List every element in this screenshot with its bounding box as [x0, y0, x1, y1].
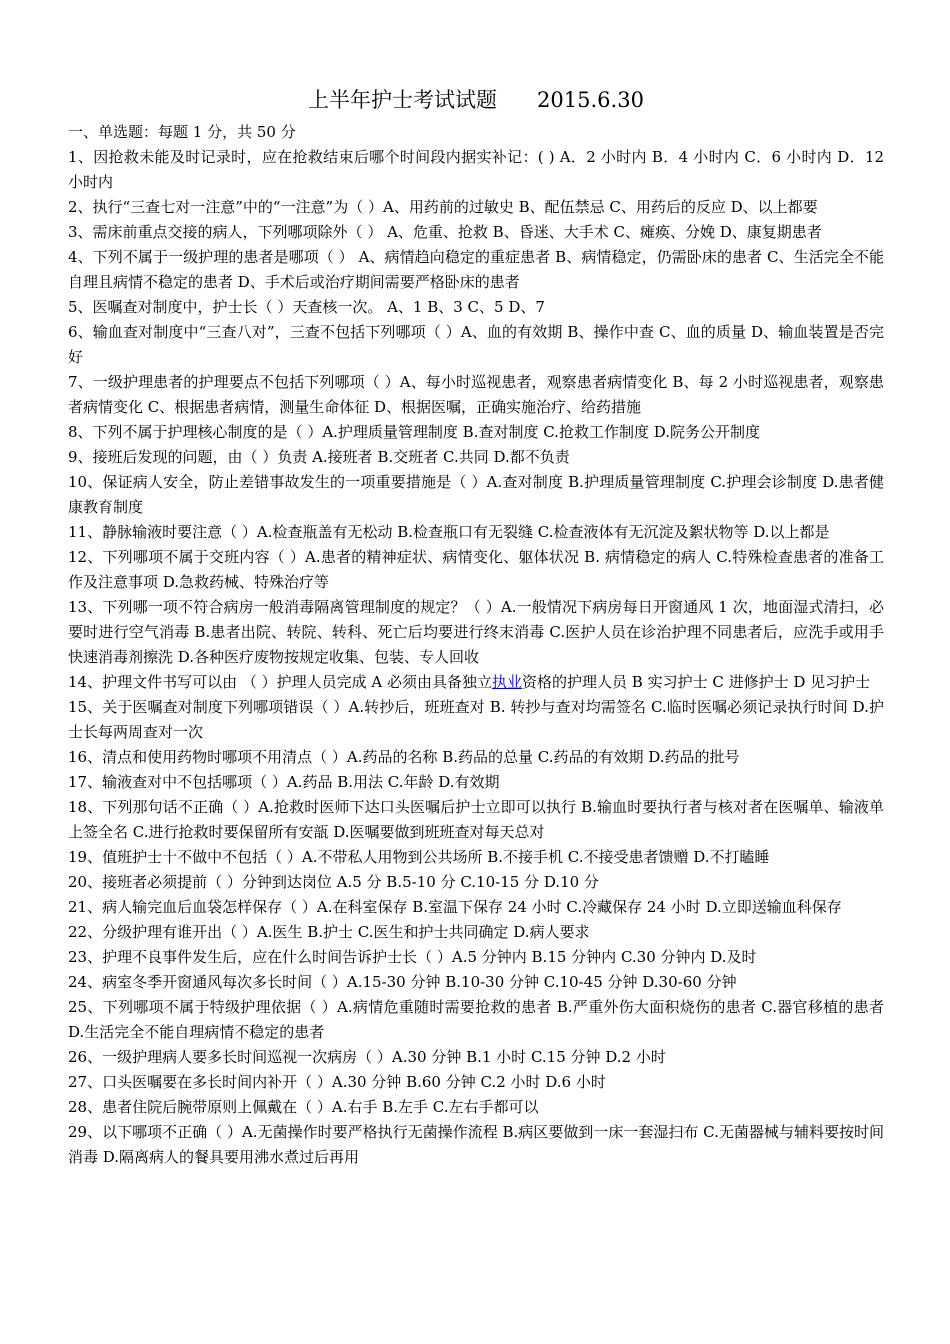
question-item: 5、医嘱查对制度中，护士长（ ）天查核一次。 A、1 B、3 C、5 D、7	[68, 298, 545, 316]
question-item: 12、下列哪项不属于交班内容（ ）A.患者的精神症状、病情变化、躯体状况 B. 病情稳定的病人 C.特殊检查患者的准备工作及注意事项 D.急救药械、特殊治疗等	[68, 548, 884, 591]
question-item: 8、下列不属于护理核心制度的是（ ）A.护理质量管理制度 B.查对制度 C.抢救工作制度 D.院务公开制度	[68, 423, 760, 441]
question-item: 2、执行“三查七对一注意”中的“一注意”为（ ）A、用药前的过敏史 B、配伍禁忌 C、用药后的反应 D、以上都要	[68, 198, 818, 216]
question-item: 25、下列哪项不属于特级护理依据（ ）A.病情危重随时需要抢救的患者 B.严重外伤大面积烧伤的患者 C.器官移植的患者 D.生活完全不能自理病情不稳定的患者	[68, 998, 884, 1041]
question-item: 1、因抢救未能及时记录时，应在抢救结束后哪个时间段内据实补记：( ) A．2 小时内 B．4 小时内 C．6 小时内 D．12 小时内	[68, 148, 884, 191]
question-item: 7、一级护理患者的护理要点不包括下列哪项（ ）A、每小时巡视患者，观察患者病情变化 B、每 2 小时巡视患者，观察患者病情变化 C、根据患者病情，测量生命体征 D、根据医嘱，正确实施治疗、给药措施	[68, 373, 884, 416]
question-item: 13、下列哪一项不符合病房一般消毒隔离管理制度的规定？（ ）A.一般情况下病房每日开窗通风 1 次，地面湿式清扫，必要时进行空气消毒 B.患者出院、转院、转科、死亡后均要进行终末消毒 C.医护人员在诊治护理不同患者后，应洗手或用手快速消毒剂擦洗 D.各种医疗废物按规定收集、包装、专人回收	[68, 598, 884, 666]
question-item: 3、需床前重点交接的病人，下列哪项除外（ ） A、危重、抢救 B、昏迷、大手术 C、瘫痪、分娩 D、康复期患者	[68, 223, 822, 241]
zhiye-link[interactable]: 执业	[492, 673, 523, 691]
question-item-14	[68, 670, 884, 695]
question-item: 27、口头医嘱要在多长时间内补开（ ）A.30 分钟 B.60 分钟 C.2 小时 D.6 小时	[68, 1073, 606, 1091]
question-item: 4、下列不属于一级护理的患者是哪项（ ） A、病情趋向稳定的重症患者 B、病情稳定，仍需卧床的患者 C、生活完全不能自理且病情不稳定的患者 D、手术后或治疗期间需要严格卧床的患者	[68, 248, 884, 291]
question-item: 21、病人输完血后血袋怎样保存（ ）A.在科室保存 B.室温下保存 24 小时 C.冷藏保存 24 小时 D.立即送输血科保存	[68, 898, 842, 916]
page-title: 上半年护士考试试题	[308, 88, 498, 112]
question-item: 19、值班护士十不做中不包括（ ）A.不带私人用物到公共场所 B.不接手机 C.不接受患者馈赠 D.不打瞌睡	[68, 848, 770, 866]
q14-text-before: 14、护理文件书写可以由 （ ）护理人员完成 A 必须由具备独立	[68, 673, 492, 691]
question-item: 28、患者住院后腕带原则上佩戴在（ ）A.右手 B.左手 C.左右手都可以	[68, 1098, 539, 1116]
question-item: 16、清点和使用药物时哪项不用清点（ ）A.药品的名称 B.药品的总量 C.药品的有效期 D.药品的批号	[68, 748, 740, 766]
question-item: 10、保证病人安全，防止差错事故发生的一项重要措施是（ ）A.查对制度 B.护理质量管理制度 C.护理会诊制度 D.患者健康教育制度	[68, 473, 884, 516]
question-item: 26、一级护理病人要多长时间巡视一次病房（ ）A.30 分钟 B.1 小时 C.15 分钟 D.2 小时	[68, 1048, 666, 1066]
question-item: 6、输血查对制度中“三查八对”，三查不包括下列哪项（ ）A、血的有效期 B、操作中查 C、血的质量 D、输血装置是否完好	[68, 323, 884, 366]
question-item: 15、关于医嘱查对制度下列哪项错误（ ）A.转抄后，班班查对 B. 转抄与查对均需签名 C.临时医嘱必须记录执行时间 D.护士长每两周查对一次	[68, 698, 884, 741]
question-item: 23、护理不良事件发生后，应在什么时间告诉护士长（ ）A.5 分钟内 B.15 分钟内 C.30 分钟内 D.及时	[68, 948, 757, 966]
question-item: 22、分级护理有谁开出（ ）A.医生 B.护士 C.医生和护士共同确定 D.病人要求	[68, 923, 590, 941]
question-item: 9、接班后发现的问题，由（ ）负责 A.接班者 B.交班者 C.共同 D.都不负责	[68, 448, 570, 466]
title-row	[68, 84, 884, 116]
question-item: 29、以下哪项不正确（ ）A.无菌操作时要严格执行无菌操作流程 B.病区要做到一床一套湿扫布 C.无菌器械与辅料要按时间消毒 D.隔离病人的餐具要用沸水煮过后再用	[68, 1123, 884, 1166]
question-item: 17、输液查对中不包括哪项（ ）A.药品 B.用法 C.年龄 D.有效期	[68, 773, 500, 791]
question-item: 18、下列那句话不正确（ ）A.抢救时医师下达口头医嘱后护士立即可以执行 B.输血时要执行者与核对者在医嘱单、输液单上签全名 C.进行抢救时要保留所有安瓿 D.医嘱要做到班班查对每天总对	[68, 798, 884, 841]
question-item: 20、接班者必须提前（ ）分钟到达岗位 A.5 分 B.5-10 分 C.10-15 分 D.10 分	[68, 873, 599, 891]
question-item: 24、病室冬季开窗通风每次多长时间（ ）A.15-30 分钟 B.10-30 分钟 C.10-45 分钟 D.30-60 分钟	[68, 973, 737, 991]
section-heading: 一、单选题：每题 1 分，共 50 分	[68, 123, 296, 141]
q14-text-after: 资格的护理人员 B 实习护士 C 进修护士 D 见习护士	[522, 673, 871, 691]
exam-date: 2015.6.30	[537, 88, 644, 112]
question-item: 11、静脉输液时要注意（ ）A.检查瓶盖有无松动 B.检查瓶口有无裂缝 C.检查液体有无沉淀及絮状物等 D.以上都是	[68, 523, 830, 541]
